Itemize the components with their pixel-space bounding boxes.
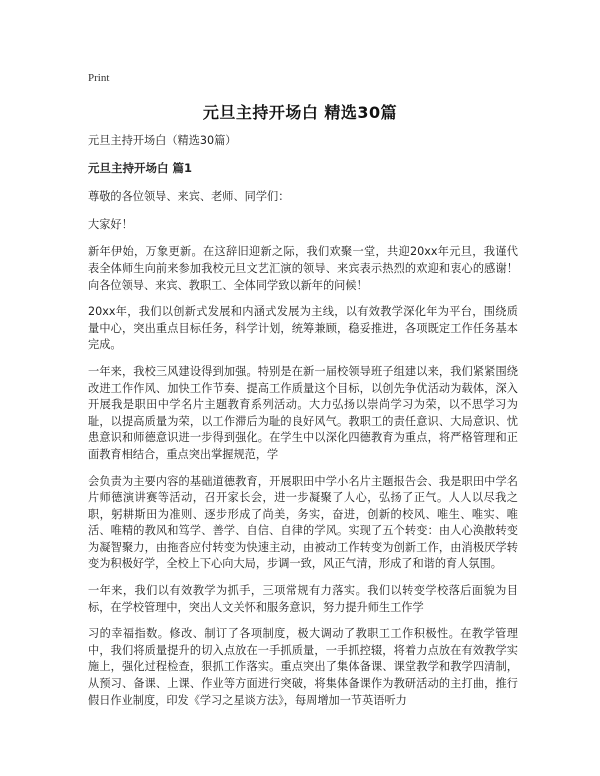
- paragraph: 20xx年，我们以创新式发展和内涵式发展为主线，以有效教学深化年为平台，围绕质量中心，突出重点目标任务，科学计划，统筹兼顾，稳妥推进，各项既定工作任务基本完成。: [88, 305, 518, 352]
- document-body: [88, 133, 518, 719]
- subtitle: 元旦主持开场白（精选30篇）: [88, 134, 237, 147]
- print-link[interactable]: Print: [88, 72, 110, 84]
- paragraph: 习的幸福指数。修改、制订了各项制度，极大调动了教职工工作积极性。在教学管理中，我们将质量提升的切入点放在一手抓质量，一手抓控辍，将着力点放在有效教学实施上，强化过程检查，狠抓工作落实。重点突出了集体备课、课堂教学和教学四清制，从预习、备课、上课、作业等方面进行突破，将集体备课作为教研活动的主打曲，推行假日作业制度，印发《学习之星谈方法》，每周增加一节英语听力: [88, 627, 518, 707]
- paragraph: 会负责为主要内容的基础道德教育，开展职田中学小名片主题报告会、我是职田中学名片师德演讲赛等活动，召开家长会，进一步凝聚了人心，弘扬了正气。人人以尽我之职，躬耕斯田为准则、逐步形成了尚美，务实，奋进，创新的校风、唯生、唯实、唯活、唯精的教风和笃学、善学、自信、自律的学风。实现了五个转变：由人心涣散转变为凝智聚力，由拖沓应付转变为快速主动，由被动工作转变为创新工作，由消极厌学转变为积极好学，全校上下心向大局，步调一致，风正气清，形成了和谐的育人氛围。: [88, 474, 518, 571]
- salutation: 尊敬的各位领导、来宾、老师、同学们：: [88, 190, 290, 204]
- section-heading: 元旦主持开场白 篇1: [88, 160, 193, 175]
- paragraph: 一年来，我校三风建设得到加强。特别是在新一届校领导班子组建以来，我们紧紧围绕改进工作作风、加快工作节奏、提高工作质量这个目标，以创先争优活动为载体，深入开展我是职田中学名片主题教育系列活动。大力弘扬以崇尚学习为荣，以不思学习为耻，以提高质量为荣，以工作滞后为耻的良好风气。教职工的责任意识、大局意识、忧患意识和师德意识进一步得到强化。在学生中以深化四德教育为重点，将严格管理和正面教育相结合，重点突出掌握规范，学: [88, 364, 518, 461]
- page-title: 元旦主持开场白 精选30篇: [202, 103, 398, 122]
- greeting: 大家好！: [88, 217, 133, 231]
- paragraph: 新年伊始，万象更新。在这辞旧迎新之际，我们欢聚一堂，共迎20xx年元旦，我谨代表全体师生向前来参加我校元旦文艺汇演的领导、来宾表示热烈的欢迎和衷心的感谢！向各位领导、来宾、教职工、全体同学致以新年的问候！: [88, 245, 518, 292]
- paragraph: 一年来，我们以有效教学为抓手，三项常规有力落实。我们以转变学校落后面貌为目标，在学校管理中，突出人文关怀和服务意识，努力提升师生工作学: [88, 584, 518, 614]
